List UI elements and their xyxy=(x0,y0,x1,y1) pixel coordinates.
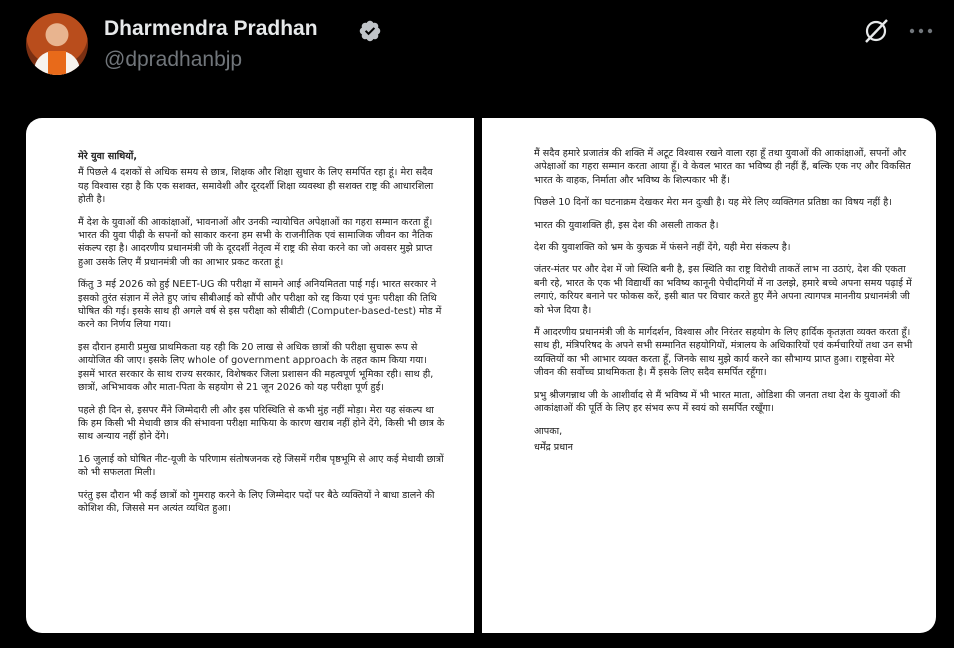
grok-icon[interactable] xyxy=(862,17,890,45)
letter-paragraph: जंतर-मंतर पर और देश में जो स्थिति बनी है, इस स्थिति का राष्ट्र विरोधी ताकतें लाभ ना उठाएं, देश की एकता बनी रहे, भारत के एक भी विद्यार्थी का भविष्य कानूनी पेचीदगियों में ना उलझे, हमारे बच्चे अपना समय पढ़ाई में लगाएं, करियर बनाने पर फोकस करें, इसी बात पर विचार करते हुए मैंने अपना त्यागपत्र माननीय प्रधानमंत्री जी को भेज दिया है। xyxy=(534,264,912,316)
letter-paragraph: प्रभु श्रीजगन्नाथ जी के आशीर्वाद से मैं भविष्य में भी भारत माता, ओडिशा की जनता तथा देश के युवाओं की आकांक्षाओं की पूर्ति के लिए हर संभव रूप में स्वयं को समर्पित रखूँगा। xyxy=(534,389,901,415)
letter-signature: धर्मेंद्र प्रधान xyxy=(534,441,573,453)
verified-badge-icon xyxy=(358,19,382,43)
letter-paragraph: 16 जुलाई को घोषित नीट-यूजी के परिणाम संतोषजनक रहे जिसमें गरीब पृष्ठभूमि से आए कई मेधावी छात्रों को भी सफलता मिली। xyxy=(78,453,444,479)
letter-paragraph: मैं देश के युवाओं की आकांक्षाओं, भावनाओं और उनकी न्यायोचित अपेक्षाओं का गहरा सम्मान करता हूँ। भारत की युवा पीढ़ी के सपनों को साकार करना हम सभी के राजनीतिक एवं सामाजिक जीवन का नैतिक संकल्प रहा है। आदरणीय प्रधानमंत्री जी के दूरदर्शी नेतृत्व में राष्ट्र की सेवा करने का जो अवसर मुझे प्राप्त हुआ उसके लिए मैं प्रधानमंत्री जी का आभार प्रकट करता हूं। xyxy=(78,216,433,268)
more-options-icon[interactable] xyxy=(906,17,936,45)
letter-closing: आपका, xyxy=(534,425,563,437)
letter-salutation: मेरे युवा साथियों, xyxy=(78,151,138,162)
letter-paragraph: मैं पिछले 4 दशकों से अधिक समय से छात्र, शिक्षक और शिक्षा सुधार के लिए समर्पित रहा हूं। मेरा सदैव यह विश्वास रहा है कि एक सशक्त, समावेशी और दूरदर्शी शिक्षा व्यवस्था ही सशक्त राष्ट्र की आधारशिला होती है। xyxy=(78,167,434,206)
tweet-header xyxy=(26,13,936,79)
author-name[interactable]: Dharmendra Pradhan xyxy=(104,17,318,40)
avatar-scarf xyxy=(48,51,66,75)
letter-paragraph: पहले ही दिन से, इसपर मैंने जिम्मेदारी ली और इस परिस्थिति से कभी मुंह नहीं मोड़ा। मेरा यह संकल्प था कि हम किसी भी मेधावी छात्र की संभावना परीक्षा माफिया के कारण खराब नहीं होने देंगे, किसी भी छात्र के साथ अन्याय नहीं होने देंगे। xyxy=(78,404,445,443)
author-handle[interactable]: @dpradhanbjp xyxy=(104,48,243,71)
letter-paragraph: परंतु इस दौरान भी कई छात्रों को गुमराह करने के लिए जिम्मेदार पदों पर बैठे व्यक्तियों ने बाधा डालने की कोशिश की, जिससे मन अत्यंत व्यथित हुआ। xyxy=(78,489,435,514)
tweet-media[interactable] xyxy=(26,118,936,633)
avatar[interactable] xyxy=(26,13,88,75)
letter-paragraph: भारत की युवाशक्ति ही, इस देश की असली ताकत है। xyxy=(534,219,719,231)
letter-page-2[interactable] xyxy=(482,118,936,633)
letter-paragraph: इस दौरान हमारी प्रमुख प्राथमिकता यह रही कि 20 लाख से अधिक छात्रों की परीक्षा सुचारू रूप से आयोजित की जाए। इसके लिए whole of government approach के तहत काम किया गया। इसमें भारत सरकार के साथ राज्य सरकार, विशेषकर जिला प्रशासन की महत्वपूर्ण भूमिका रही। साथ ही, छात्रों, अभिभावक और माता-पिता के सहयोग से 21 जून 2026 को यह परीक्षा पूर्ण हुई। xyxy=(78,341,434,394)
letter-page-1[interactable] xyxy=(26,118,474,633)
letter-paragraph: मैं आदरणीय प्रधानमंत्री जी के मार्गदर्शन, विश्वास और निरंतर सहयोग के लिए हार्दिक कृतज्ञता व्यक्त करता हूँ। साथ ही, मंत्रिपरिषद के अपने सभी सम्मानित सहयोगियों, मंत्रालय के अधिकारियों एवं कर्मचारियों तथा उन सभी व्यक्तियों का भी आभार व्यक्त करता हूँ, जिनके साथ मुझे कार्य करने का सौभाग्य प्राप्त हुआ। राष्ट्रसेवा मेरे जीवन की सर्वोच्च प्राथमिकता है। मैं इसके लिए सदैव समर्पित रहूँगा। xyxy=(534,327,913,379)
letter-paragraph: पिछले 10 दिनों का घटनाक्रम देखकर मेरा मन दुःखी है। यह मेरे लिए व्यक्तिगत प्रतिष्ठा का विषय नहीं है। xyxy=(534,197,892,209)
letter-paragraph: मैं सदैव हमारे प्रजातंत्र की शक्ति में अटूट विश्वास रखने वाला रहा हूँ तथा युवाओं की आकांक्षाओं, सपनों और अपेक्षाओं का गहरा सम्मान करता आया हूँ। वे केवल भारत का भविष्य ही नहीं हैं, बल्कि एक नए और विकसित भारत के वाहक, निर्माता और भविष्य के शिल्पकार भी हैं। xyxy=(534,148,911,186)
letter-paragraph: देश की युवाशक्ति को भ्रम के कुचक्र में फंसने नहीं देंगे, यही मेरा संकल्प है। xyxy=(534,242,791,254)
letter-paragraph: किंतु 3 मई 2026 को हुई NEET-UG की परीक्षा में सामने आई अनियमितता पाई गई। भारत सरकार ने इसको तुरंत संज्ञान में लेते हुए जांच सीबीआई को सौंपी और परीक्षा को रद्द किया एवं पुनः परीक्षा की तिथि घोषित की गई। इसके साथ ही अगले वर्ष से इस परीक्षा को सीबीटी (Computer-based-test) मोड में करने का निर्णय लिया गया। xyxy=(78,279,442,331)
